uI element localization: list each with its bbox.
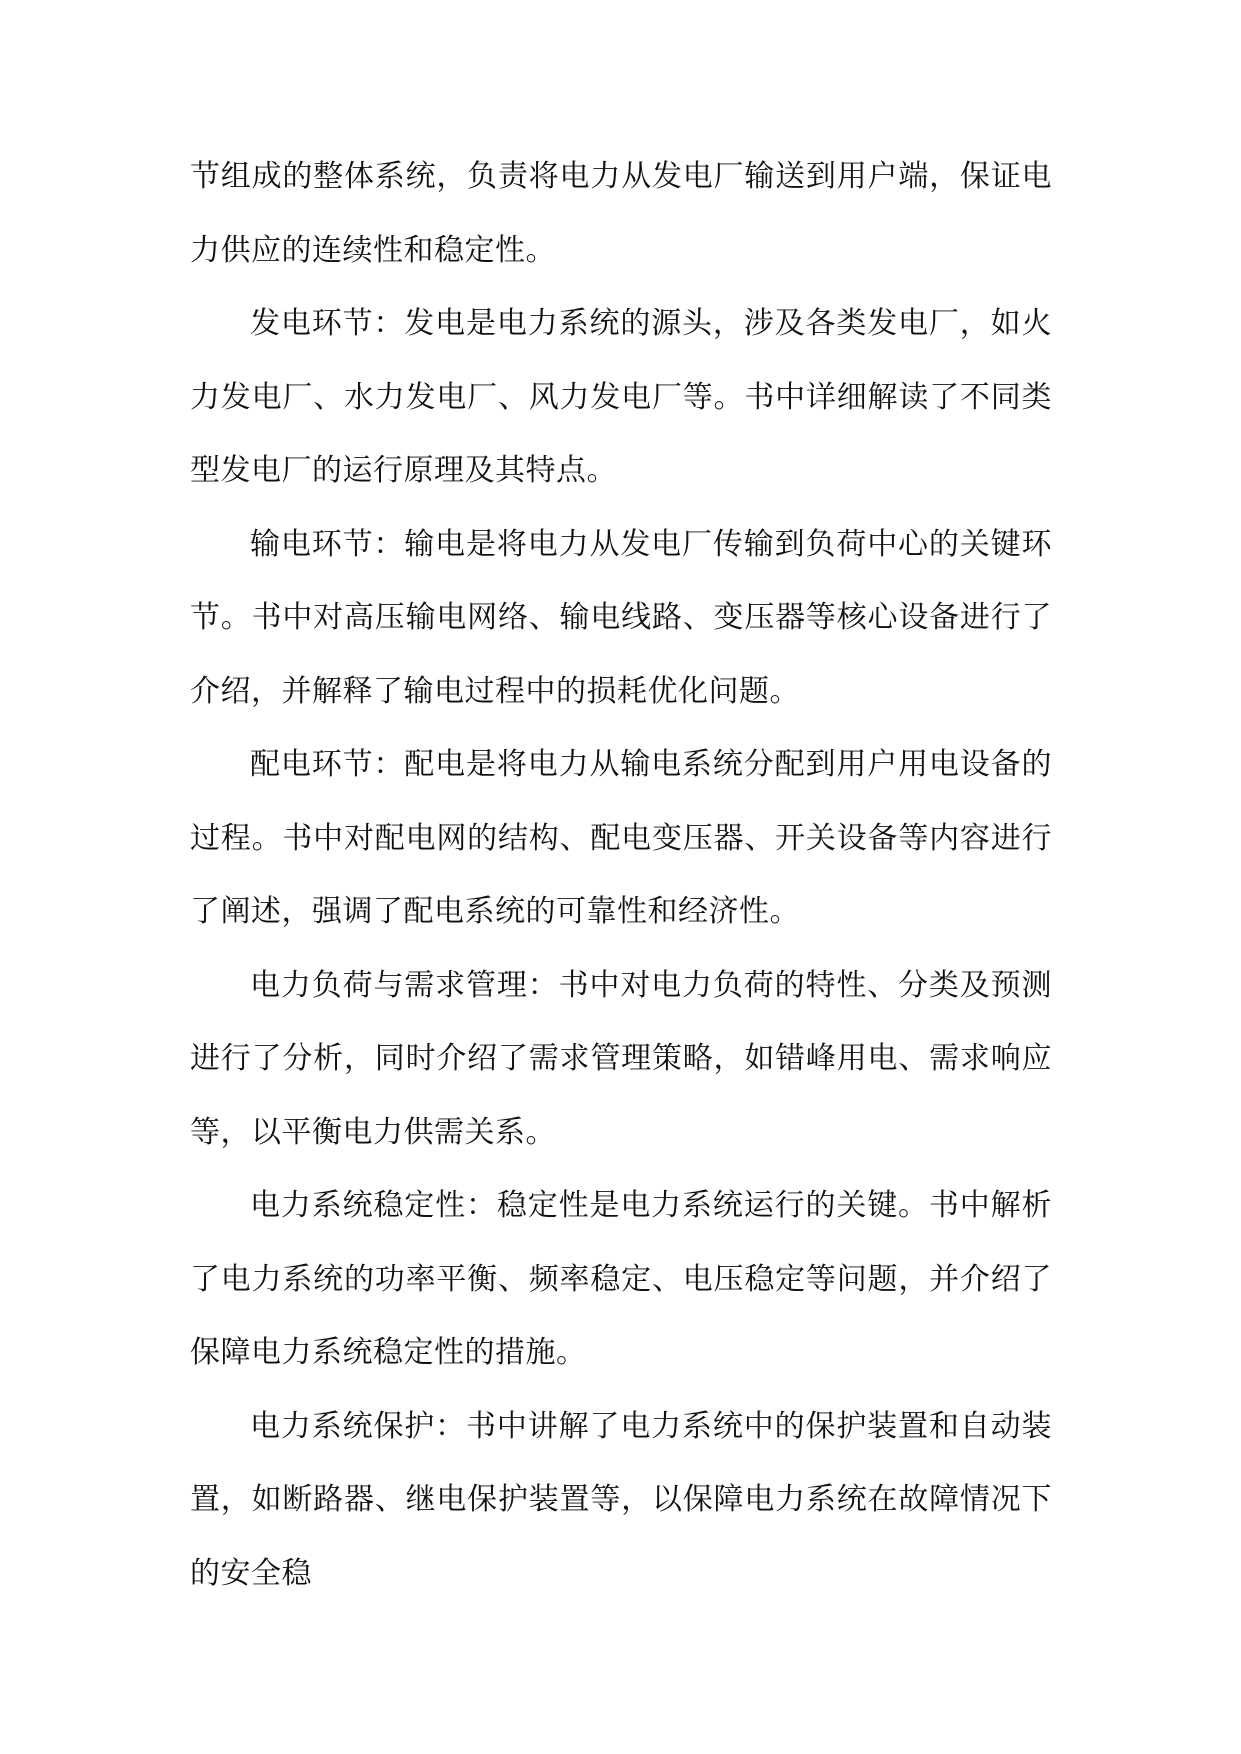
paragraph-protection: 电力系统保护：书中讲解了电力系统中的保护装置和自动装置，如断路器、继电保护装置等，以保障电力系统在故障情况下的安全稳 xyxy=(190,1408,1052,1591)
paragraph-distribution: 配电环节：配电是将电力从输电系统分配到用户用电设备的过程。书中对配电网的结构、配电变压器、开关设备等内容进行了阐述，强调了配电系统的可靠性和经济性。 xyxy=(190,747,1052,929)
paragraph-transmission: 输电环节：输电是将电力从发电厂传输到负荷中心的关键环节。书中对高压输电网络、输电线路、变压器等核心设备进行了介绍，并解释了输电过程中的损耗优化问题。 xyxy=(190,526,1052,709)
paragraph-continuation: 节组成的整体系统，负责将电力从发电厂输送到用户端，保证电力供应的连续性和稳定性。 xyxy=(190,159,1052,268)
paragraph-load-demand: 电力负荷与需求管理：书中对电力负荷的特性、分类及预测进行了分析，同时介绍了需求管理策略，如错峰用电、需求响应等，以平衡电力供需关系。 xyxy=(190,967,1052,1150)
paragraph-generation: 发电环节：发电是电力系统的源头，涉及各类发电厂，如火力发电厂、水力发电厂、风力发电厂等。书中详细解读了不同类型发电厂的运行原理及其特点。 xyxy=(190,306,1052,488)
document-body xyxy=(190,140,1052,1610)
paragraph-stability: 电力系统稳定性：稳定性是电力系统运行的关键。书中解析了电力系统的功率平衡、频率稳定、电压稳定等问题，并介绍了保障电力系统稳定性的措施。 xyxy=(190,1188,1052,1370)
